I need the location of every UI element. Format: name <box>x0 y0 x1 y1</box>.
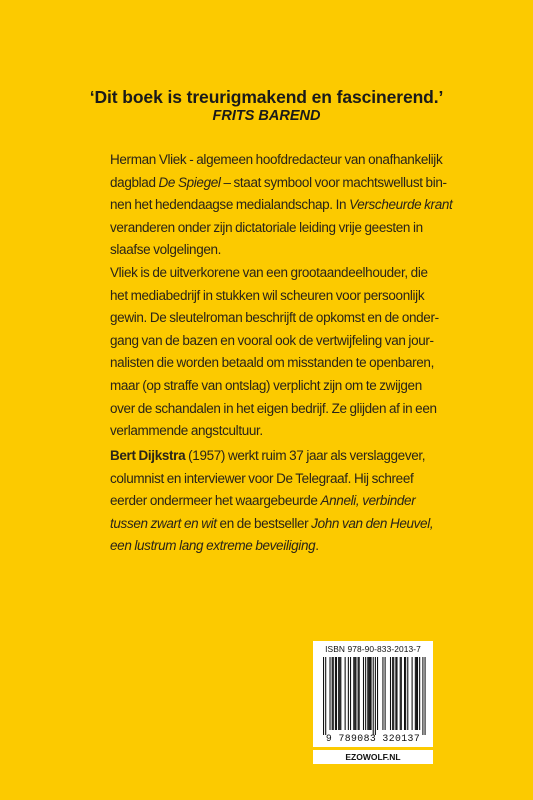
barcode-bar <box>353 657 354 730</box>
barcode-bar <box>395 657 396 730</box>
blurb-line <box>110 375 430 398</box>
blurb-line <box>110 330 434 353</box>
text-segment: gang van de bazen en vooral ook de vertwijfeling van jour- <box>110 332 434 348</box>
blurb-line <box>110 217 430 240</box>
review-quote: ‘Dit boek is treurigmakend en fascinerend.’ <box>89 87 444 107</box>
text-segment: over de schandalen in het eigen bedrijf. Ze glijden af in een <box>110 400 437 416</box>
barcode-bar <box>385 657 386 730</box>
barcode-bar <box>363 657 364 730</box>
barcode-bar <box>333 657 334 730</box>
text-segment: . <box>315 538 319 554</box>
bio-line <box>110 513 434 536</box>
text-segment: gewin. De sleutelroman beschrijft de opkomst en de onder- <box>110 310 439 326</box>
text-segment: nalisten die worden betaald om misstanden te openbaren, <box>110 355 434 371</box>
text-segment: – staat symbool voor machtswellust bin- <box>220 174 447 190</box>
bio-line <box>110 535 430 558</box>
barcode-bar <box>367 657 368 730</box>
isbn-barcode <box>313 641 433 747</box>
text-segment: maar (op straffe van ontslag) verplicht zijn om te zwijgen <box>110 377 422 393</box>
text-segment: veranderen onder zijn dictatoriale leiding vrije geesten in <box>110 219 423 235</box>
title-text: Verscheurde krant <box>349 197 453 213</box>
barcode-bar <box>354 657 355 730</box>
barcode-bar <box>350 657 351 730</box>
barcode-bar <box>375 657 376 735</box>
blurb-line <box>110 352 434 375</box>
text-segment: nen het hedendaagse medialandschap. In <box>110 197 350 213</box>
barcode-bar <box>401 657 402 730</box>
barcode-bar <box>416 657 417 730</box>
barcode-bar <box>369 657 370 730</box>
blurb-line <box>110 172 447 195</box>
barcode-bars-icon <box>313 641 433 747</box>
blurb-paragraph <box>110 149 453 443</box>
barcode-bar <box>323 657 324 735</box>
isbn-number: ISBN 978-90-833-2013-7 <box>325 644 421 654</box>
ean-number: 9 789083 320137 <box>325 733 421 744</box>
title-text: Anneli, verbinder <box>320 493 416 509</box>
title-text: een lustrum lang extreme beveiliging <box>110 538 316 554</box>
title-text: tussen zwart en wit <box>110 515 217 531</box>
barcode-bar <box>332 657 333 730</box>
barcode-bar <box>422 657 423 735</box>
barcode-bar <box>335 657 336 730</box>
bio-line <box>110 468 430 491</box>
barcode-bar <box>425 657 426 735</box>
blurb-line <box>110 307 439 330</box>
barcode-bar <box>358 657 359 730</box>
barcode-bar <box>404 657 405 730</box>
blurb-line <box>110 149 443 172</box>
barcode-bar <box>355 657 356 730</box>
publisher-label: EZOWOLF.NL <box>313 750 433 764</box>
barcode-bar <box>325 657 326 735</box>
barcode-bar <box>339 657 340 730</box>
barcode-bar <box>359 657 360 730</box>
barcode-bar <box>348 657 349 730</box>
title-text: John van den Heuvel, <box>311 515 434 531</box>
barcode-bar <box>396 657 397 730</box>
text-segment: (1957) werkt ruim 37 jaar als verslaggever, <box>185 448 426 463</box>
barcode-bar <box>393 657 394 730</box>
barcode-bar <box>390 657 391 730</box>
author-bio <box>110 445 434 558</box>
barcode-bar <box>365 657 366 730</box>
bio-line <box>110 445 430 468</box>
blurb-line <box>110 398 437 421</box>
text-segment: Herman Vliek - algemeen hoofdredacteur van onafhankelijk <box>110 152 443 167</box>
text-segment: Vliek is de uitverkorene van een grootaandeelhouder, die <box>110 264 428 280</box>
blurb-line <box>110 285 430 308</box>
bio-line <box>110 490 430 513</box>
barcode-bar <box>392 657 393 730</box>
text-segment: eerder ondermeer het waargebeurde <box>110 493 321 509</box>
blurb-line <box>110 194 453 217</box>
author-name: Bert Dijkstra <box>110 448 186 463</box>
quote-attribution: FRITS BAREND <box>212 108 321 124</box>
text-segment: en de bestseller <box>216 515 312 531</box>
barcode-bar <box>400 657 401 730</box>
barcode-bar <box>382 657 383 730</box>
barcode-bar <box>415 657 416 730</box>
text-segment: slaafse volgelingen. <box>110 242 222 258</box>
barcode-bar <box>338 657 339 730</box>
barcode-bar <box>371 657 372 730</box>
barcode-bar <box>345 657 346 730</box>
text-segment: columnist en interviewer voor De Telegraaf. Hij schreef <box>110 470 414 486</box>
barcode-bar <box>373 657 374 735</box>
barcode-bar <box>336 657 337 730</box>
blurb-line <box>110 239 430 262</box>
barcode-bar <box>340 657 341 730</box>
barcode-bar <box>329 657 330 730</box>
barcode-bar <box>407 657 408 730</box>
barcode-bar <box>417 657 418 730</box>
title-text: De Spiegel <box>158 174 221 190</box>
blurb-line <box>110 420 430 443</box>
barcode-bar <box>412 657 413 730</box>
barcode-bar <box>377 657 378 730</box>
barcode-bar <box>405 657 406 730</box>
text-segment: dagblad <box>110 174 159 190</box>
barcode-bar <box>368 657 369 730</box>
text-segment: verlammende angstcultuur. <box>110 423 263 439</box>
blurb-line <box>110 262 430 285</box>
text-segment: het mediabedrijf in stukken wil scheuren voor persoonlijk <box>110 287 425 303</box>
barcode-bar <box>419 657 420 730</box>
